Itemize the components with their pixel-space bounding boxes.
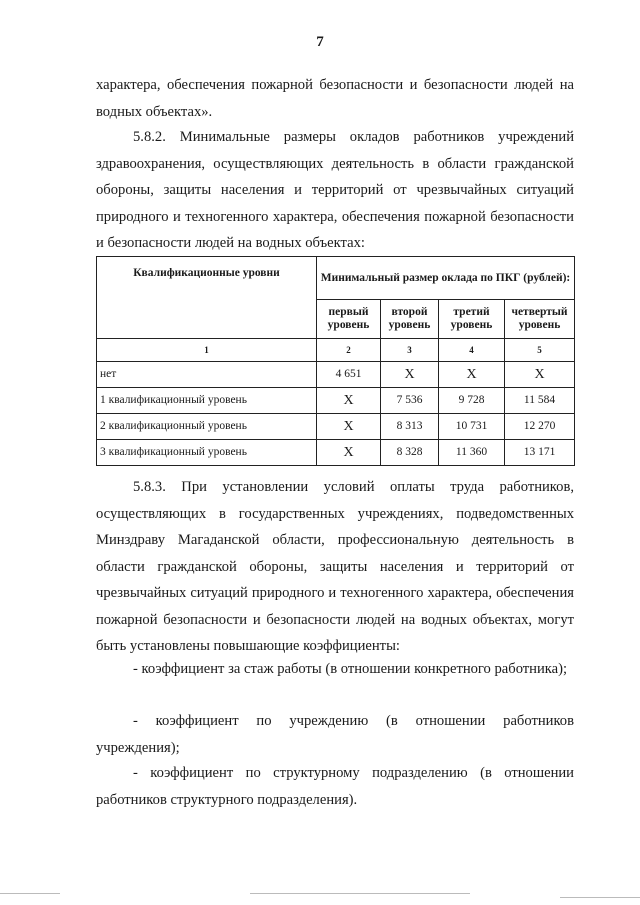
row-level-label: 2 квалификационный уровень [97,414,317,440]
cell-value: Х [317,414,381,440]
salary-table [96,256,575,466]
cell-value: 13 171 [505,440,575,466]
column-number: 5 [505,339,575,362]
row-level-label: нет [97,362,317,388]
header-min-salary: Минимальный размер оклада по ПКГ (рублей): [317,257,575,300]
subheader-level-4: четвертый уровень [505,300,575,339]
scan-edge-line [560,897,640,898]
scan-edge-line [0,893,60,894]
bullet-item: - коэффициент по учреждению (в отношении работников учреждения); [96,713,574,756]
subheader-level-3: третий уровень [439,300,505,339]
cell-value: Х [505,362,575,388]
column-number: 3 [381,339,439,362]
cell-value: 8 313 [381,414,439,440]
scan-edge-line [250,893,470,894]
table-header-row [97,257,575,300]
cell-value: Х [317,388,381,414]
header-qualification-levels: Квалификационные уровни [97,257,317,339]
row-level-label: 1 квалификационный уровень [97,388,317,414]
subheader-level-1: первый уровень [317,300,381,339]
column-number: 4 [439,339,505,362]
page-number: 7 [316,34,324,50]
cell-value: 11 584 [505,388,575,414]
row-level-label: 3 квалификационный уровень [97,440,317,466]
cell-value: Х [381,362,439,388]
paragraph-5-8-2: 5.8.2. Минимальные размеры окладов работников учреждений здравоохранения, осуществляющих деятельность в области гражданской обороны, защиты населения и территорий от чрезвычайных ситуаций природного и техногенного характера, обеспечения пожарной безопасности и безопасности людей на водных объектах: [96,129,574,251]
subheader-level-2: второй уровень [381,300,439,339]
bullet-item: - коэффициент за стаж работы (в отношении конкретного работника); [133,661,568,677]
table-row [97,440,575,466]
cell-value: 4 651 [317,362,381,388]
table-row [97,388,575,414]
cell-value: Х [317,440,381,466]
cell-value: 11 360 [439,440,505,466]
table-row [97,414,575,440]
cell-value: 12 270 [505,414,575,440]
cell-value: 10 731 [439,414,505,440]
cell-value: 8 328 [381,440,439,466]
cell-value: 9 728 [439,388,505,414]
column-number-row [97,339,575,362]
table-row [97,362,575,388]
cell-value: Х [439,362,505,388]
column-number: 2 [317,339,381,362]
cell-value: 7 536 [381,388,439,414]
paragraph-continued: характера, обеспечения пожарной безопасности и безопасности людей на водных объектах». [96,77,574,120]
paragraph-5-8-3: 5.8.3. При установлении условий оплаты труда работников, осуществляющих в государственных учреждениях, подведомственных Минздраву Магаданской области, профессиональную деятельность в области гражданской обороны, защиты населения и территорий от чрезвычайных ситуаций природного и техногенного характера, обеспечения пожарной безопасности и безопасности людей на водных объектах, могут быть установлены повышающие коэффициенты: [96,479,574,654]
column-number: 1 [97,339,317,362]
bullet-item: - коэффициент по структурному подразделению (в отношении работников структурного подразделения). [96,765,574,808]
